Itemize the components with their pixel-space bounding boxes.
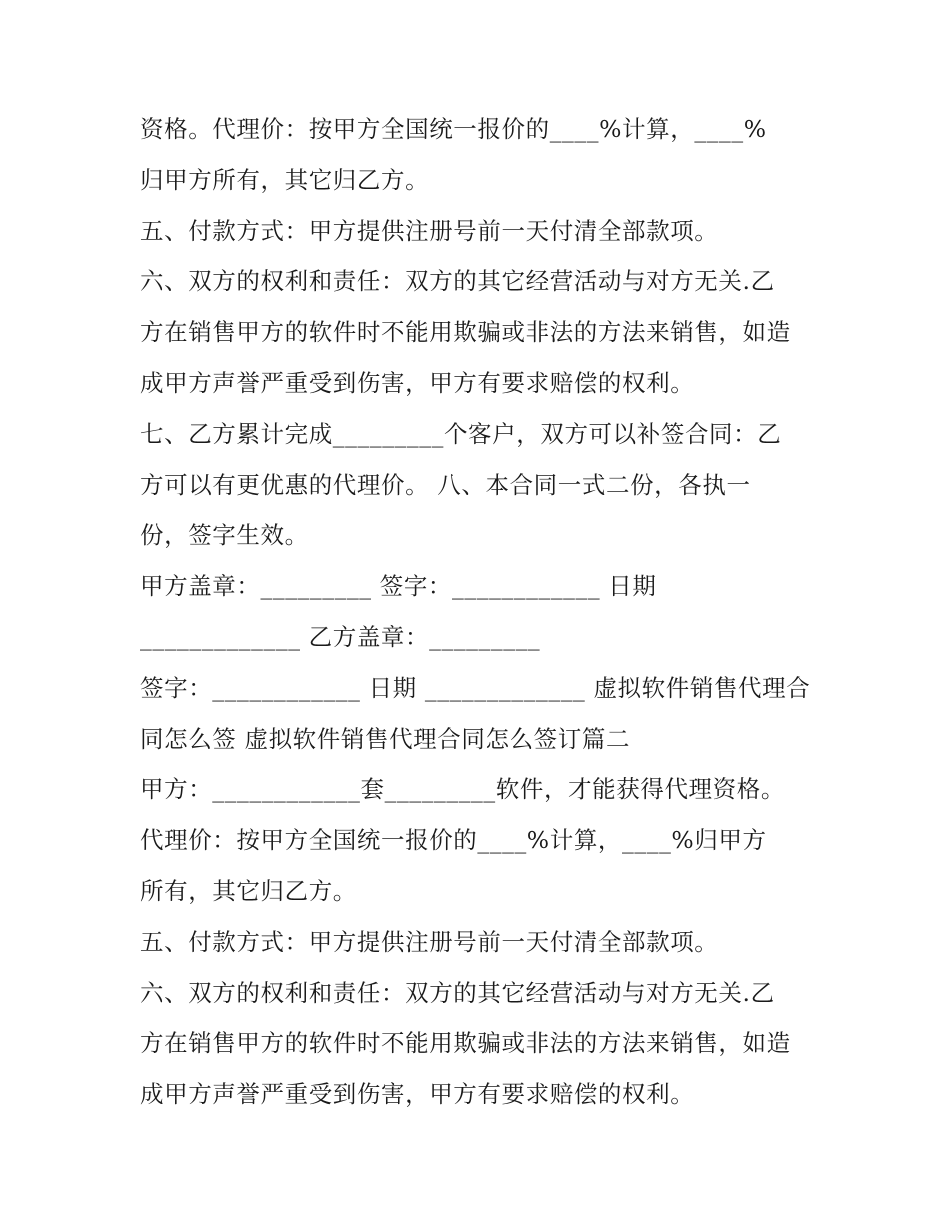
text-line: 五、付款方式：甲方提供注册号前一天付清全部款项。: [140, 216, 719, 245]
text-line: 成甲方声誉严重受到伤害，甲方有要求赔偿的权利。: [140, 1080, 695, 1109]
text-line: 代理价：按甲方全国统一报价的____%计算，____%归甲方: [140, 826, 767, 855]
text-line: 所有，其它归乙方。: [140, 876, 357, 905]
text-line: 归甲方所有，其它归乙方。: [140, 165, 430, 194]
text-line: 同怎么签 虚拟软件销售代理合同怎么签订篇二: [140, 724, 631, 753]
text-line: 成甲方声誉严重受到伤害，甲方有要求赔偿的权利。: [140, 368, 695, 397]
text-line: 方可以有更优惠的代理价。 八、本合同一式二份，各执一: [140, 470, 751, 499]
text-line: _____________ 乙方盖章：_________: [140, 622, 541, 651]
text-line: 五、付款方式：甲方提供注册号前一天付清全部款项。: [140, 927, 719, 956]
text-line: 甲方：____________套_________软件，才能获得代理资格。: [140, 775, 785, 804]
text-line: 资格。代理价：按甲方全国统一报价的____%计算，____%: [140, 115, 767, 143]
text-line: 甲方盖章：_________ 签字：____________ 日期: [140, 572, 657, 601]
text-line: 六、双方的权利和责任：双方的其它经营活动与对方无关.乙: [140, 978, 775, 1007]
text-line: 份，签字生效。: [140, 521, 309, 550]
document-body: [140, 104, 830, 1120]
text-line: 方在销售甲方的软件时不能用欺骗或非法的方法来销售，如造: [140, 318, 791, 347]
text-line: 签字：____________ 日期 _____________ 虚拟软件销售代理合: [140, 673, 811, 702]
text-line: 七、乙方累计完成_________个客户，双方可以补签合同：乙: [140, 419, 782, 448]
text-line: 方在销售甲方的软件时不能用欺骗或非法的方法来销售，如造: [140, 1029, 791, 1058]
text-line: 六、双方的权利和责任：双方的其它经营活动与对方无关.乙: [140, 267, 775, 296]
